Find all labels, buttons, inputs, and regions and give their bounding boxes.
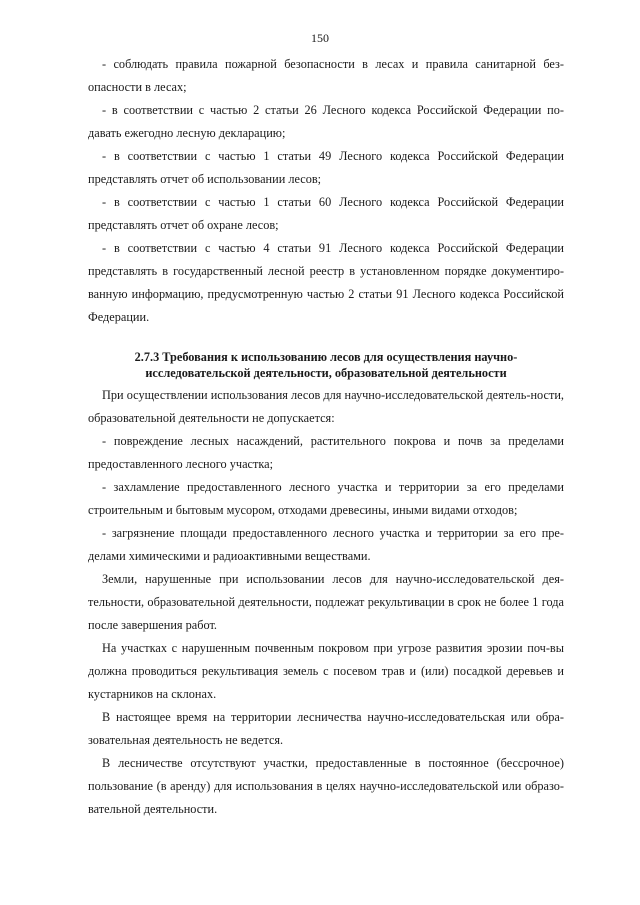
paragraph: На участках с нарушенным почвенным покровом при угрозе развития эрозии поч-вы должна проводиться рекультивация земель с посевом трав и (или) посадкой деревьев и кустарников на склонах. [88,641,564,701]
paragraph: В лесничестве отсутствуют участки, предоставленные в постоянное (бессрочное) пользование (в аренду) для использования в целях научно-исследовательской или образо-вательной деятельности. [88,756,564,816]
paragraph: - захламление предоставленного лесного участка и территории за его пределами строительным и бытовым мусором, отходами древесины, иными видами отходов; [88,480,564,517]
document-body [88,53,564,821]
paragraph: В настоящее время на территории лесничества научно-исследовательская или обра-зовательная деятельность не ведется. [88,710,564,747]
paragraph: - в соответствии с частью 4 статьи 91 Лесного кодекса Российской Федерации представлять в государственный лесной реестр в установленном порядке документиро-ванную информацию, предусмотренную частью 2 статьи 91 Лесного кодекса Российской Федерации. [88,241,564,324]
page-number: 150 [311,31,329,45]
section-heading [88,349,564,381]
section-heading-line-1: 2.7.3 Требования к использованию лесов для осуществления научно- [134,350,518,364]
paragraph: - в соответствии с частью 2 статьи 26 Лесного кодекса Российской Федерации по-давать ежегодно лесную декларацию; [88,103,564,140]
paragraph: - повреждение лесных насаждений, растительного покрова и почв за пределами предоставленного лесного участка; [88,434,564,471]
paragraph: Земли, нарушенные при использовании лесов для научно-исследовательской дея-тельности, образовательной деятельности, подлежат рекультивации в срок не более 1 года после завершения работ. [88,572,564,632]
paragraph: При осуществлении использования лесов для научно-исследовательской деятель-ности, образовательной деятельности не допускается: [88,388,564,425]
paragraph: - в соответствии с частью 1 статьи 49 Лесного кодекса Российской Федерации представлять отчет об использовании лесов; [88,149,564,186]
paragraph: - соблюдать правила пожарной безопасности в лесах и правила санитарной без-опасности в лесах; [88,57,564,94]
paragraph: - в соответствии с частью 1 статьи 60 Лесного кодекса Российской Федерации представлять отчет об охране лесов; [88,195,564,232]
paragraph: - загрязнение площади предоставленного лесного участка и территории за его пре-делами химическими и радиоактивными веществами. [88,526,564,563]
section-heading-line-2: исследовательской деятельности, образовательной деятельности [145,366,507,380]
